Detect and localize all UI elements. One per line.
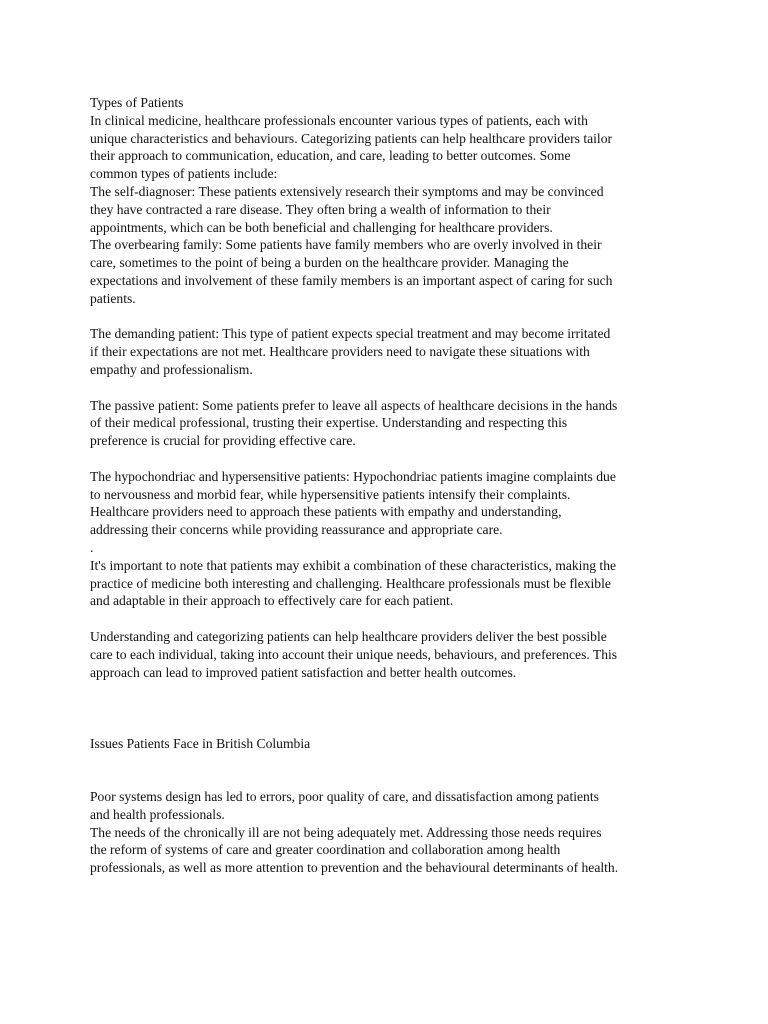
text-line: Healthcare providers need to approach these patients with empathy and understanding, xyxy=(90,504,562,520)
spacer xyxy=(90,610,690,628)
text-line: addressing their concerns while providing reassurance and appropriate care. xyxy=(90,522,503,538)
paragraph-overbearing-family xyxy=(90,236,690,307)
text-line: unique characteristics and behaviours. Categorizing patients can help healthcare providers tailor xyxy=(90,130,613,146)
text-line: patients. xyxy=(90,290,136,306)
paragraph-chronically-ill xyxy=(90,824,690,877)
text-line: care to each individual, taking into account their unique needs, behaviours, and preferences. This xyxy=(90,646,618,662)
paragraph-passive-patient xyxy=(90,397,690,450)
text-line: practice of medicine both interesting and challenging. Healthcare professionals must be flexible xyxy=(90,575,611,591)
text-line: if their expectations are not met. Healthcare providers need to navigate these situations with xyxy=(90,344,590,360)
text-line: and adaptable in their approach to effectively care for each patient. xyxy=(90,593,454,609)
text-line: Understanding and categorizing patients can help healthcare providers deliver the best possible xyxy=(90,628,607,644)
text-line: common types of patients include: xyxy=(90,166,278,182)
paragraph-hypochondriac xyxy=(90,468,690,557)
text-line: preference is crucial for providing effective care. xyxy=(90,433,356,449)
spacer xyxy=(90,681,690,734)
text-line: they have contracted a rare disease. They often bring a wealth of information to their xyxy=(90,201,551,217)
text-line: The needs of the chronically ill are not being adequately met. Addressing those needs requires xyxy=(90,824,602,840)
paragraph-intro xyxy=(90,112,690,183)
text-line: Poor systems design has led to errors, poor quality of care, and dissatisfaction among patients xyxy=(90,789,599,805)
section-title-issues-bc: Issues Patients Face in British Columbia xyxy=(90,735,311,751)
text-line: It's important to note that patients may exhibit a combination of these characteristics, making the xyxy=(90,557,617,573)
text-line: to nervousness and morbid fear, while hypersensitive patients intensify their complaints. xyxy=(90,486,571,502)
text-line: professionals, as well as more attention to prevention and the behavioural determinants of health. xyxy=(90,860,619,876)
text-line: care, sometimes to the point of being a burden on the healthcare provider. Managing the xyxy=(90,255,569,271)
document-page xyxy=(90,94,690,877)
text-line: . xyxy=(90,539,94,555)
text-line: their approach to communication, education, and care, leading to better outcomes. Some xyxy=(90,148,571,164)
section-title-types-of-patients: Types of Patients xyxy=(90,95,184,110)
text-line: In clinical medicine, healthcare professionals encounter various types of patients, each with xyxy=(90,112,588,128)
text-line: The overbearing family: Some patients have family members who are overly involved in their xyxy=(90,237,602,253)
text-line: of their medical professional, trusting their expertise. Understanding and respecting this xyxy=(90,415,568,431)
text-line: the reform of systems of care and greater coordination and collaboration among health xyxy=(90,842,561,858)
text-line: The demanding patient: This type of patient expects special treatment and may become irritated xyxy=(90,326,611,342)
text-line: approach can lead to improved patient satisfaction and better health outcomes. xyxy=(90,664,517,680)
paragraph-demanding-patient xyxy=(90,325,690,378)
text-line: expectations and involvement of these family members is an important aspect of caring for such xyxy=(90,272,613,288)
text-line: empathy and professionalism. xyxy=(90,361,253,377)
paragraph-conclusion xyxy=(90,628,690,681)
text-line: The self-diagnoser: These patients extensively research their symptoms and may be convinced xyxy=(90,183,604,199)
text-line: appointments, which can be both beneficial and challenging for healthcare providers. xyxy=(90,219,553,235)
spacer xyxy=(90,379,690,397)
spacer xyxy=(90,308,690,326)
paragraph-self-diagnoser xyxy=(90,183,690,236)
text-line: and health professionals. xyxy=(90,806,225,822)
text-line: The hypochondriac and hypersensitive patients: Hypochondriac patients imagine complaints due xyxy=(90,468,616,484)
paragraph-systems-design xyxy=(90,788,690,824)
paragraph-combination xyxy=(90,557,690,610)
text-line: The passive patient: Some patients prefer to leave all aspects of healthcare decisions in the hands xyxy=(90,397,618,413)
spacer xyxy=(90,752,690,788)
spacer xyxy=(90,450,690,468)
